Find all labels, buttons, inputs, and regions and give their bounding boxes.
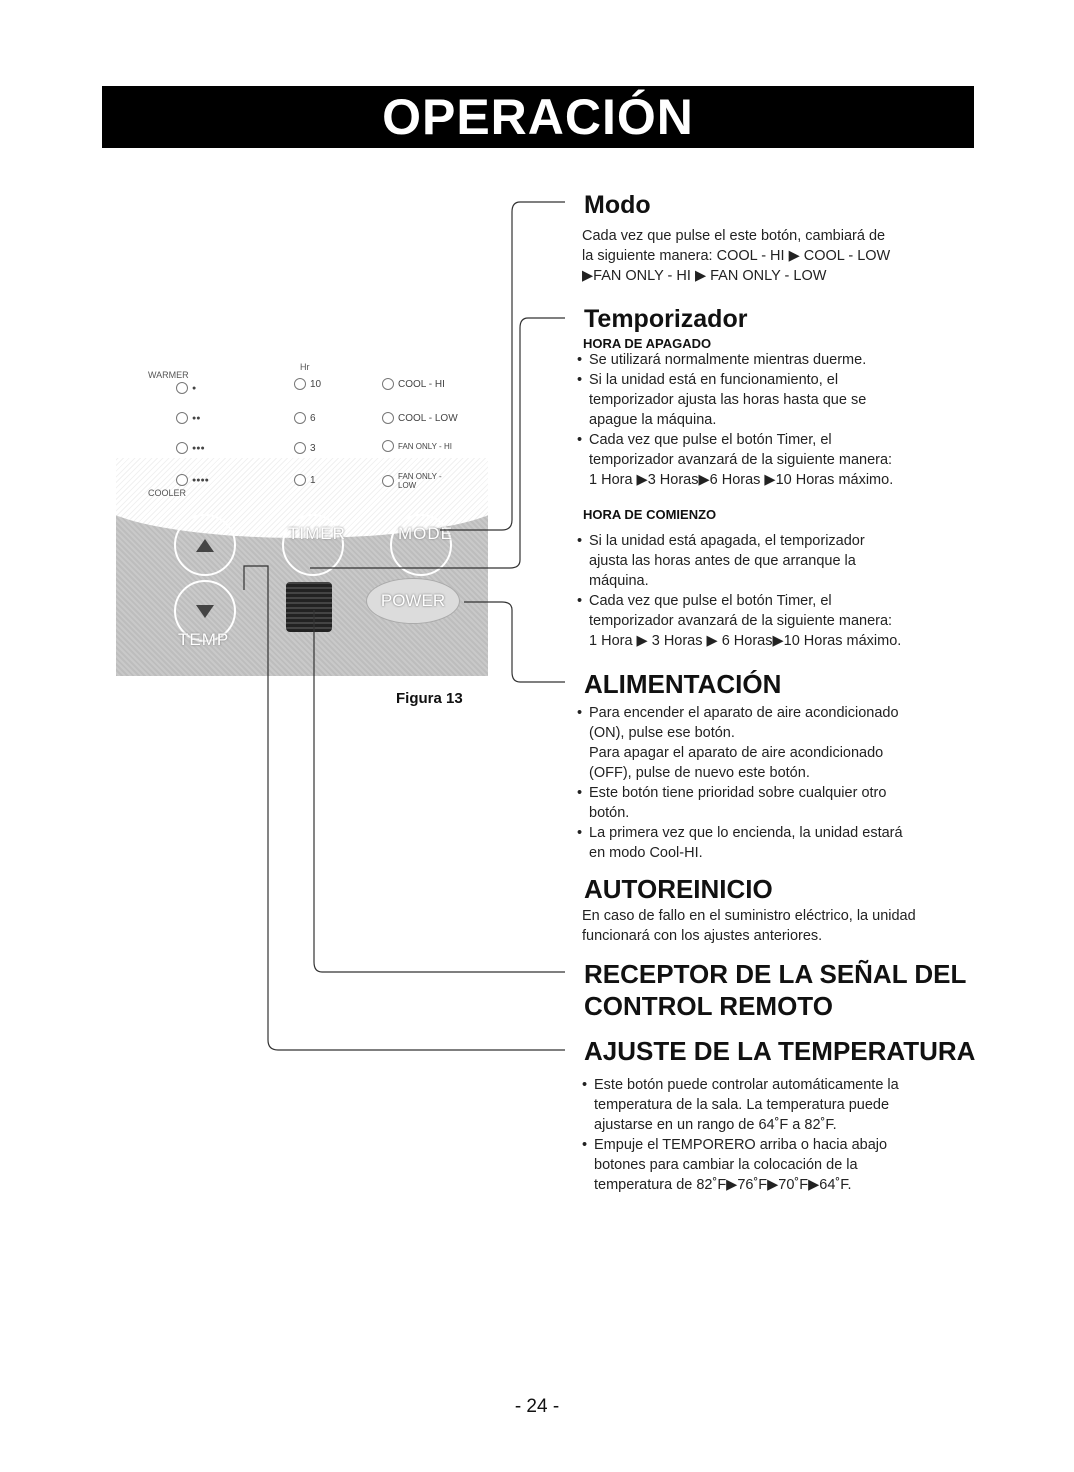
list-item: • Para encender el aparato de aire acondicionado [577,703,903,723]
list-item: • Cada vez que pulse el botón Timer, el [577,591,901,611]
arrow-down-icon [196,605,214,618]
cooler-label: COOLER [148,488,187,498]
list-item: • Empuje el TEMPORERO arriba o hacia abajo [582,1135,899,1155]
led-icon [294,378,306,390]
autoreinicio-line: En caso de fallo en el suministro eléctrico, la unidad [582,908,916,924]
timer-1h-indicator: 1 [294,474,316,486]
timer-3h-indicator: 3 [294,442,316,454]
cool-low-indicator: COOL - LOW [382,412,458,424]
remote-receiver-window [286,582,332,632]
led-icon [382,412,394,424]
led-icon [294,412,306,424]
led-icon [176,382,188,394]
hr-label: Hr [300,362,310,372]
modo-line: la siguiente manera: COOL - HI ▶ COOL - LOW [582,248,891,264]
modo-line: Cada vez que pulse el este botón, cambiará de [582,228,886,244]
list-item-cont: 1 Hora ▶3 Horas▶6 Horas ▶10 Horas máximo. [589,472,894,488]
alimentacion-heading: ALIMENTACIÓN [584,669,782,699]
modo-heading: Modo [584,191,651,219]
warmer-label: WARMER [148,370,189,380]
cool-hi-indicator: COOL - HI [382,378,445,390]
list-item-cont: temperatura de 82˚F▶76˚F▶70˚F▶64˚F. [594,1177,852,1193]
figure-caption: Figura 13 [396,690,463,707]
ajuste-heading: AJUSTE DE LA TEMPERATURA [584,1036,976,1066]
mode-label: MODE [398,524,453,543]
hora-apagado-subheading: HORA DE APAGADO [583,336,712,351]
list-item-cont: temporizador ajusta las horas hasta que se [589,392,867,408]
list-item-cont: en modo Cool-HI. [589,845,703,861]
receptor-heading-line: CONTROL REMOTO [584,991,833,1021]
led-icon [294,442,306,454]
power-button[interactable]: POWER [366,578,460,624]
led-icon [294,474,306,486]
list-item-cont: ajustarse en un rango de 64˚F a 82˚F. [594,1117,837,1133]
list-item: • Este botón tiene prioridad sobre cualquier otro [577,783,903,803]
led-icon [382,475,394,487]
led-icon [176,442,188,454]
page-number: - 24 - [514,1396,560,1417]
list-item-cont: máquina. [589,573,649,589]
timer-10h-indicator: 10 [294,378,321,390]
modo-line: ▶FAN ONLY - HI ▶ FAN ONLY - LOW [582,268,827,284]
fan-speed-2-indicator: ●● [176,412,200,424]
fan-speed-3-indicator: ●●● [176,442,205,454]
list-item: • Cada vez que pulse el botón Timer, el [577,430,893,450]
list-item: • Si la unidad está en funcionamiento, el [577,370,893,390]
list-item: • La primera vez que lo encienda, la unidad estará [577,823,903,843]
fan-only-hi-indicator: FAN ONLY - HI [382,440,458,452]
list-item: • Si la unidad está apagada, el temporizador [577,531,901,551]
hora-comienzo-subheading: HORA DE COMIENZO [583,507,717,522]
list-item-cont: apague la máquina. [589,412,717,428]
receptor-heading [584,958,966,1022]
autoreinicio-text [582,906,916,946]
autoreinicio-heading: AUTOREINICIO [584,874,773,904]
list-item: • Este botón puede controlar automáticamente la [582,1075,899,1095]
list-item-cont: Para apagar el aparato de aire acondicionado [589,745,884,761]
arrow-up-icon [196,539,214,552]
modo-text [582,226,890,286]
autoreinicio-line: funcionará con los ajustes anteriores. [582,928,823,944]
list-item-cont: (OFF), pulse de nuevo este botón. [589,765,810,781]
timer-label: TIMER [288,524,346,543]
temp-up-button[interactable] [174,514,236,576]
list-item-cont: temporizador avanzará de la siguiente manera: [589,613,893,629]
control-panel-figure [116,318,488,676]
list-item-cont: ajusta las horas antes de que arranque la [589,553,856,569]
list-item-cont: botón. [589,805,630,821]
list-item-cont: 1 Hora ▶ 3 Horas ▶ 6 Horas▶10 Horas máximo. [589,633,902,649]
led-icon [382,440,394,452]
list-item-cont: temporizador avanzará de la siguiente manera: [589,452,893,468]
ajuste-text [582,1075,899,1195]
list-item-cont: (ON), pulse ese botón. [589,725,735,741]
led-icon [176,412,188,424]
list-item-cont: temperatura de la sala. La temperatura puede [594,1097,890,1113]
list-item-cont: botones para cambiar la colocación de la [594,1157,858,1173]
led-icon [382,378,394,390]
timer-6h-indicator: 6 [294,412,316,424]
list-item: • Se utilizará normalmente mientras duerme. [577,350,893,370]
hora-comienzo-text [577,531,901,651]
receptor-heading-line: RECEPTOR DE LA SEÑAL DEL [584,959,967,989]
temporizador-heading: Temporizador [584,305,748,333]
temp-label: TEMP [178,630,230,649]
hora-apagado-text [577,350,893,490]
alimentacion-text [577,703,903,863]
fan-speed-1-indicator: ● [176,382,196,394]
fan-only-low-indicator: FAN ONLY - LOW [382,472,462,490]
fan-speed-4-indicator: ●●●● [176,474,209,486]
page-title: OPERACIÓN [102,86,974,148]
led-icon [176,474,188,486]
